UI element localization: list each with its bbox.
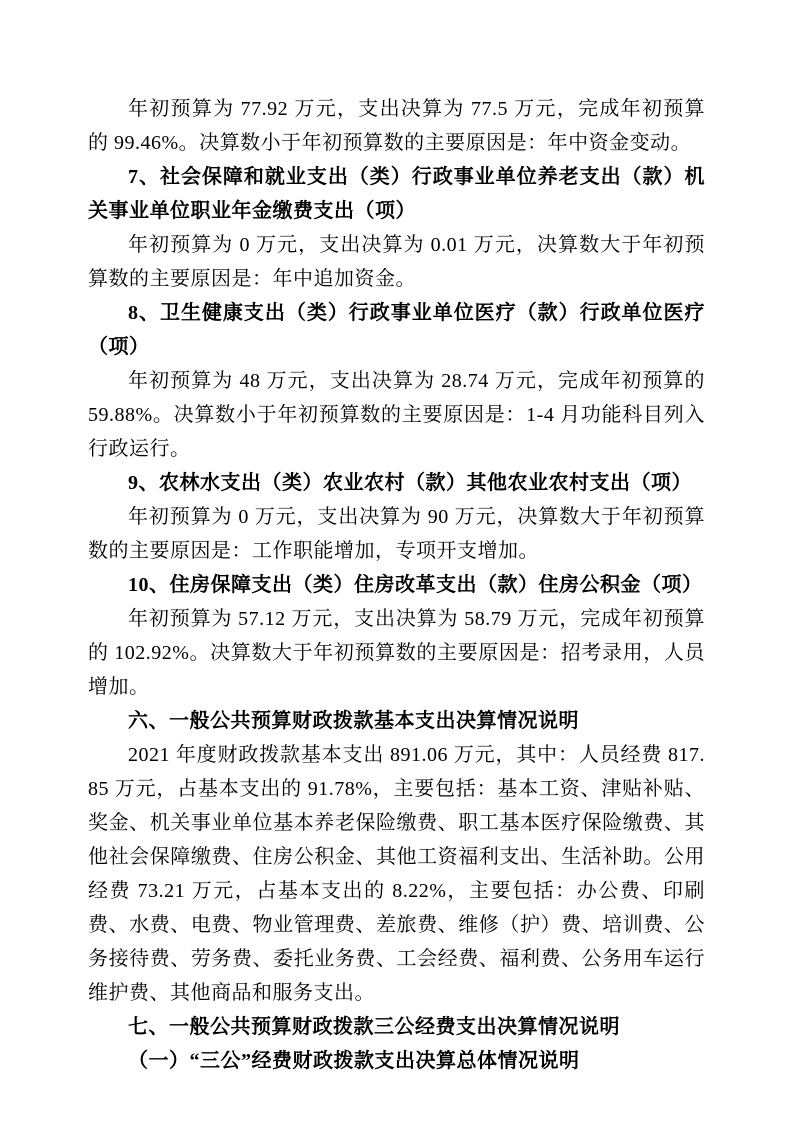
paragraph-item-8-detail: 年初预算为 48 万元，支出决算为 28.74 万元，完成年初预算的 59.88%。决算数小于年初预算数的主要原因是：1-4 月功能科目列入行政运行。: [88, 370, 705, 460]
heading-item-10: 10、住房保障支出（类）住房改革支出（款）住房公积金（项）: [128, 574, 703, 596]
heading-section-7: 七、一般公共预算财政拨款三公经费支出决算情况说明: [128, 1016, 620, 1038]
heading-section-6: 六、一般公共预算财政拨款基本支出决算情况说明: [128, 710, 579, 732]
heading-item-8: 8、卫生健康支出（类）行政事业单位医疗（款）行政单位医疗（项）: [88, 302, 705, 358]
heading-section-7-1: （一）“三公”经费财政拨款支出决算总体情况说明: [128, 1050, 580, 1072]
heading-item-7: 7、社会保障和就业支出（类）行政事业单位养老支出（款）机关事业单位职业年金缴费支出（项）: [88, 166, 705, 222]
paragraph-item6-budget-detail: 年初预算为 77.92 万元，支出决算为 77.5 万元，完成年初预算的 99.46%。决算数小于年初预算数的主要原因是：年中资金变动。: [88, 98, 705, 154]
heading-item-9: 9、农林水支出（类）农业农村（款）其他农业农村支出（项）: [128, 472, 692, 494]
paragraph-item-9-detail: 年初预算为 0 万元，支出决算为 90 万元，决算数大于年初预算数的主要原因是：工作职能增加，专项开支增加。: [88, 506, 705, 562]
paragraph-item-10-detail: 年初预算为 57.12 万元，支出决算为 58.79 万元，完成年初预算的 102.92%。决算数大于年初预算数的主要原因是：招考录用，人员增加。: [88, 608, 705, 698]
paragraph-section-6-detail: 2021 年度财政拨款基本支出 891.06 万元，其中：人员经费 817.85 万元，占基本支出的 91.78%，主要包括：基本工资、津贴补贴、奖金、机关事业单位基本养老保险缴费、职工基本医疗保险缴费、其他社会保障缴费、住房公积金、其他工资福利支出、生活补助。公用经费 73.21 万元，占基本支出的 8.22%，主要包括：办公费、印刷费、水费、电费、物业管理费、差旅费、维修（护）费、培训费、公务接待费、劳务费、委托业务费、工会经费、福利费、公务用车运行维护费、其他商品和服务支出。: [88, 744, 705, 1004]
paragraph-item-7-detail: 年初预算为 0 万元，支出决算为 0.01 万元，决算数大于年初预算数的主要原因是：年中追加资金。: [88, 234, 705, 290]
